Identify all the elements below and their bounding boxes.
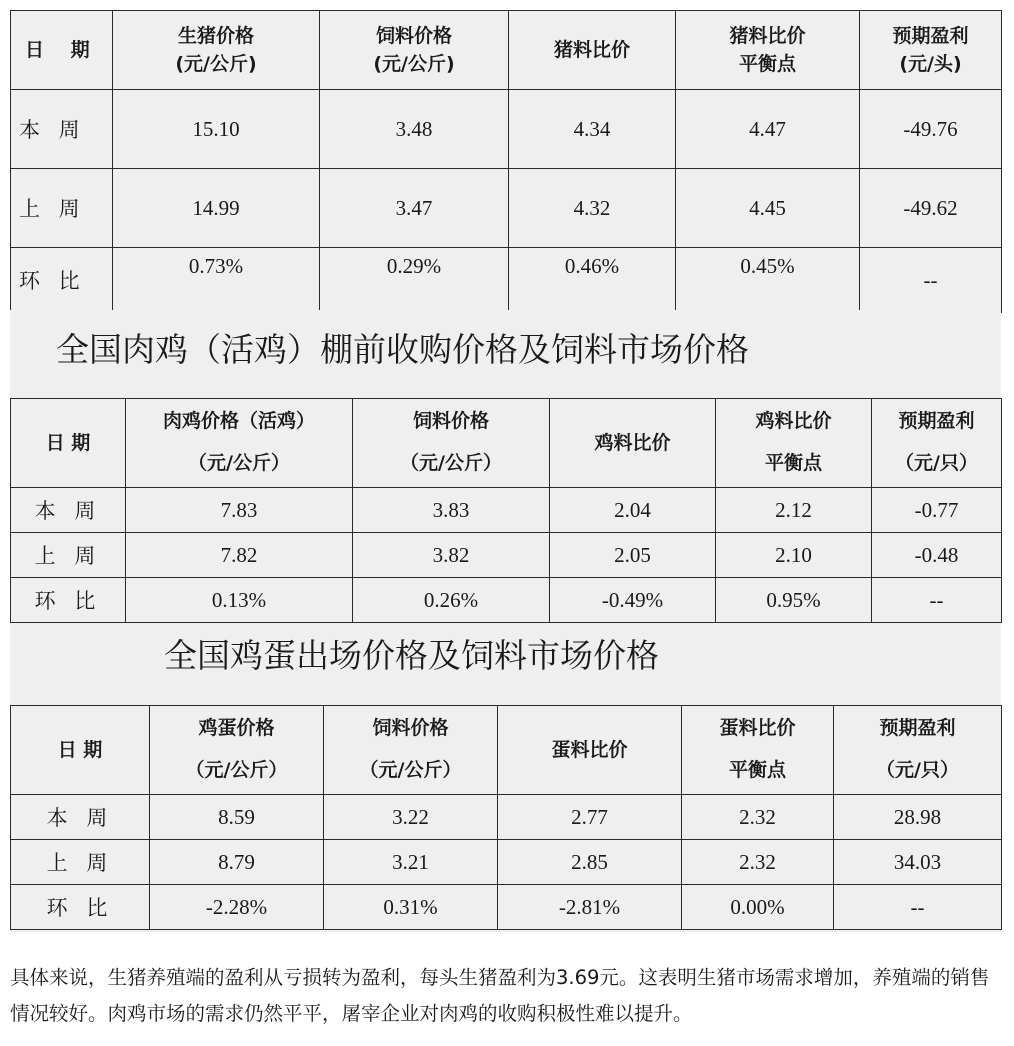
table-cell: 4.32 xyxy=(509,169,676,248)
pig-price-table xyxy=(10,10,1002,313)
header-ratio-balance: 猪料比价 平衡点 xyxy=(676,11,860,90)
row-label: 本 周 xyxy=(11,90,113,169)
table-cell: 0.31% xyxy=(324,885,498,930)
table-cell: 0.13% xyxy=(126,578,353,623)
header-egg-price: 鸡蛋价格 （元/公斤） xyxy=(150,706,324,795)
table-row xyxy=(11,90,1002,169)
header-egg-feed-ratio: 蛋料比价 xyxy=(498,706,682,795)
header-date: 日 期 xyxy=(11,399,126,488)
egg-price-table-block xyxy=(10,705,1001,932)
table-cell: -- xyxy=(872,578,1002,623)
table-row xyxy=(11,840,1002,885)
summary-paragraph: 具体来说，生猪养殖端的盈利从亏损转为盈利，每头生猪盈利为3.69元。这表明生猪市场需求增加，养殖端的销售情况较好。肉鸡市场的需求仍然平平，屠宰企业对肉鸡的收购积极性难以提升。 xyxy=(10,966,990,1025)
table-cell: 0.45% xyxy=(676,248,860,313)
table-cell: 3.83 xyxy=(353,488,550,533)
table-cell: 3.22 xyxy=(324,795,498,840)
table-cell: 2.04 xyxy=(550,488,716,533)
table-cell: 4.34 xyxy=(509,90,676,169)
chicken-section-title: 全国肉鸡（活鸡）棚前收购价格及饲料市场价格 xyxy=(56,330,749,369)
table-cell: 2.05 xyxy=(550,533,716,578)
chicken-price-table xyxy=(10,398,1002,623)
row-label: 本 周 xyxy=(11,795,150,840)
table-cell: 4.45 xyxy=(676,169,860,248)
pig-price-table-block xyxy=(10,10,1001,310)
table-cell: -2.28% xyxy=(150,885,324,930)
table-cell: -0.49% xyxy=(550,578,716,623)
table-cell: 14.99 xyxy=(113,169,320,248)
table-cell: 8.59 xyxy=(150,795,324,840)
header-expected-profit: 预期盈利 （元/只） xyxy=(872,399,1002,488)
table-cell: 3.21 xyxy=(324,840,498,885)
table-cell: 0.95% xyxy=(716,578,872,623)
table-cell: 2.10 xyxy=(716,533,872,578)
table-row xyxy=(11,533,1002,578)
table-row xyxy=(11,248,1002,313)
row-label: 上 周 xyxy=(11,169,113,248)
row-label: 环 比 xyxy=(11,578,126,623)
table-cell: -2.81% xyxy=(498,885,682,930)
table-row xyxy=(11,795,1002,840)
table-cell: 0.00% xyxy=(682,885,834,930)
table-cell: 2.32 xyxy=(682,795,834,840)
table-cell: 7.82 xyxy=(126,533,353,578)
table-cell: 28.98 xyxy=(834,795,1002,840)
table-row xyxy=(11,885,1002,930)
table-cell: 3.48 xyxy=(320,90,509,169)
header-pig-price: 生猪价格 (元/公斤) xyxy=(113,11,320,90)
table-cell: 2.32 xyxy=(682,840,834,885)
chicken-title-band xyxy=(10,310,1001,398)
egg-title-band xyxy=(10,628,1001,705)
table-cell: -0.77 xyxy=(872,488,1002,533)
table-cell: 2.12 xyxy=(716,488,872,533)
header-feed-price: 饲料价格 （元/公斤） xyxy=(324,706,498,795)
header-pig-feed-ratio: 猪料比价 xyxy=(509,11,676,90)
table-cell: 3.82 xyxy=(353,533,550,578)
row-label: 环 比 xyxy=(11,885,150,930)
table-cell: 8.79 xyxy=(150,840,324,885)
header-feed-price: 饲料价格 (元/公斤) xyxy=(320,11,509,90)
header-expected-profit: 预期盈利 （元/只） xyxy=(834,706,1002,795)
header-expected-profit: 预期盈利 (元/头) xyxy=(860,11,1002,90)
table-row xyxy=(11,169,1002,248)
table-cell: 0.26% xyxy=(353,578,550,623)
table-cell: -0.48 xyxy=(872,533,1002,578)
table-cell: -49.76 xyxy=(860,90,1002,169)
table-cell: 3.47 xyxy=(320,169,509,248)
header-chicken-price: 肉鸡价格（活鸡） （元/公斤） xyxy=(126,399,353,488)
egg-section-title: 全国鸡蛋出场价格及饲料市场价格 xyxy=(164,636,659,675)
table-cell: 7.83 xyxy=(126,488,353,533)
table-row xyxy=(11,488,1002,533)
table-header-row xyxy=(11,399,1002,488)
header-chicken-feed-ratio: 鸡料比价 xyxy=(550,399,716,488)
table-cell: -49.62 xyxy=(860,169,1002,248)
table-header-row xyxy=(11,11,1002,90)
header-feed-price: 饲料价格 （元/公斤） xyxy=(353,399,550,488)
row-label: 上 周 xyxy=(11,533,126,578)
egg-price-table xyxy=(10,705,1002,930)
row-label: 上 周 xyxy=(11,840,150,885)
header-date: 日 期 xyxy=(11,11,113,90)
table-cell: 34.03 xyxy=(834,840,1002,885)
table-cell: 0.29% xyxy=(320,248,509,313)
table-cell: 2.77 xyxy=(498,795,682,840)
table-cell: -- xyxy=(860,248,1002,313)
table-cell: 4.47 xyxy=(676,90,860,169)
table-cell: -- xyxy=(834,885,1002,930)
table-cell: 0.73% xyxy=(113,248,320,313)
table-cell: 15.10 xyxy=(113,90,320,169)
header-ratio-balance: 蛋料比价 平衡点 xyxy=(682,706,834,795)
chicken-price-table-block xyxy=(10,398,1001,628)
row-label: 本 周 xyxy=(11,488,126,533)
row-label: 环 比 xyxy=(11,248,113,313)
table-header-row xyxy=(11,706,1002,795)
table-row xyxy=(11,578,1002,623)
table-cell: 2.85 xyxy=(498,840,682,885)
header-date: 日 期 xyxy=(11,706,150,795)
header-ratio-balance: 鸡料比价 平衡点 xyxy=(716,399,872,488)
table-cell: 0.46% xyxy=(509,248,676,313)
